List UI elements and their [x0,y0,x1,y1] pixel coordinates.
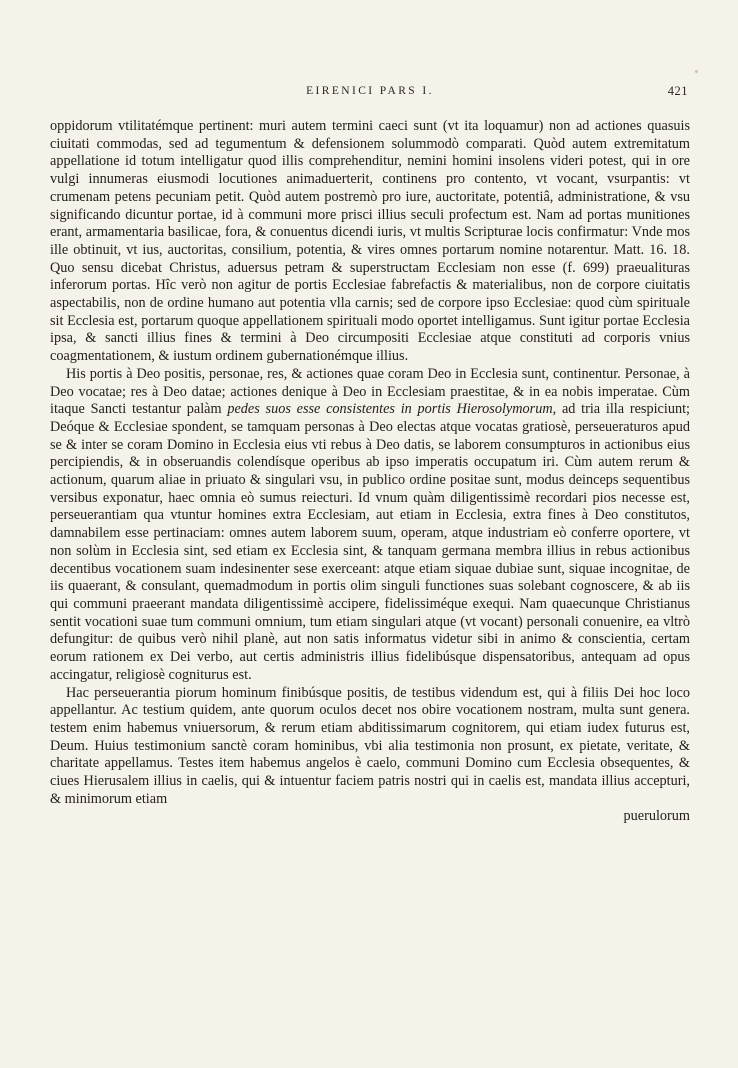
paragraph-3: Hac perseuerantia piorum hominum finibúsque positis, de testibus videndum est, qui à filiis Dei hoc loco appellantur. Ac testium quidem, ante quorum oculos decet nos obire vocationem nostram, multa sunt genera. testem enim habemus vniuersorum, & rerum etiam abditissimarum cognitorem, qui etiam iudex futurus est, Deum. Huius testimonium sanctè coram hominibus, vbi alia testimonia non prosunt, ex pietate, veritate, & charitate appellamus. Testes item habemus angelos è caelo, communi Domino cum Ecclesia obsequentes, & ciues Hierusalem illius in caelis, qui & intuentur faciem patris nostri qui in caelis est, mandata illius accepturi, & minimorum etiam [50,684,690,807]
page-number: 421 [667,84,688,98]
running-head: EIRENICI PARS I. [306,85,434,97]
paragraph-2: His portis à Deo positis, personae, res, & actiones quae coram Deo in Ecclesia sunt, continentur. Personae, à Deo vocatae; res à Deo datae; actiones denique à Deo in Ecclesiam praestitae, & in ea nobis imperatae. Cùm itaque Sancti testantur palàm pedes suos esse consistentes in portis Hierosolymorum, ad tria illa respiciunt; Deóque & Ecclesiae spondent, se tamquam personas à Deo electas atque vocatas gratiosè, perseueraturos apud se & inter se coram Domino in Ecclesia eius vti rebus à Deo datis, se laborem consumpturos in actionibus eius percipiendis, & in obseruandis colendísque operibus ab ipso imperatis occupatum iri. Cùm autem rerum & actionum, quarum aliae in priuato & singulari vsu, in publico ordine positae sunt, modus deinceps sequentibus versibus exponatur, haec omnia eò sumus reiecturi. Id vnum quàm diligentissimè recordari pios necesse est, perseuerantiam qua vtuntur homines extra Ecclesiam, aut etiam in Ecclesia, extra fines à Deo constitutos, damnabilem esse pertinaciam: omnes autem laborem suum, operam, atque industriam eò conferre oportere, vt non solùm in Ecclesia sint, sed etiam ex Ecclesia sint, & tanquam germana membra illius in rebus actionibus decentibus vocationem suam indesinenter sese exerceant: atque etiam siquae dubiae sunt, siquae incognitae, de iis quaerant, & consulant, quemadmodum in portis olim singuli functiones suas solebant cognoscere, & ab iis qui communi praeerant mandata diligentissimè accipere, fidelissiméque exequi. Nam quaecunque Christianus sentit vocationi suae tum communi omnium, tum etiam singulari atque (vt vocant) personali conuenire, ea vltrò defungitur: de quibus verò nihil planè, aut non satis informatus videtur sibi in animo & conscientia, certam eorum rationem ex Dei verbo, aut certis administris illius fidelibúsque dispensatoribus, antequam ad opus accingatur, religiosè cogniturus est. [50,365,690,683]
paragraph-1: oppidorum vtilitatémque pertinent: muri autem termini caeci sunt (vt ita loquamur) non ad actiones quasuis ciuitati commodas, sed ad tegumentum & defensionem solummodò comparati. Quòd autem extremitatum appellatione id totum intelligatur quod illis comprehenditur, nemini homini insolens videri potest, qui in ore vulgi innumeras eiusmodi locutiones animaduerterit, continens pro contento, vt vocant, vsurpantis: vt crumenam petens pecuniam petit. Quòd autem postremò pro iure, auctoritate, potentiâ, administratione, & vsu significando dicuntur portae, id à communi more prisci illius seculi profectum est. Nam ad portas munitiones erant, armamentaria basilicae, fora, & conuentus dicendi iuris, vt multis Scripturae locis confirmatur: Vnde mos ille obtinuit, vt ius, auctoritas, consilium, potentia, & vires omnes portarum nomine notarentur. Matt. 16. 18. Quo sensu dicebat Christus, aduersus petram & superstructam Ecclesiam non esse (f. 699) praeualituras inferorum portas. Hîc verò non agitur de portis Ecclesiae fabrefactis & materialibus, non de corpore ciuitatis aspectabilis, non de ordine humano aut potentia vlla carnis; sed de corpore ipso Ecclesiae: quod cùm spirituale sit Ecclesia est, portarum quoque appellationem spirituali modo oportet intelligamus. Sunt igitur portae Ecclesia ipsa, & sancti illius fines & termini à Deo circumpositi Ecclesiae atque constituti ad corporis vnius coagmentationem, & iustum ordinem gubernationémque illius. [50,118,690,365]
catchword: puerulorum [623,808,690,825]
paper-speck [695,70,698,73]
body-text [50,118,690,826]
page-header [50,85,690,105]
